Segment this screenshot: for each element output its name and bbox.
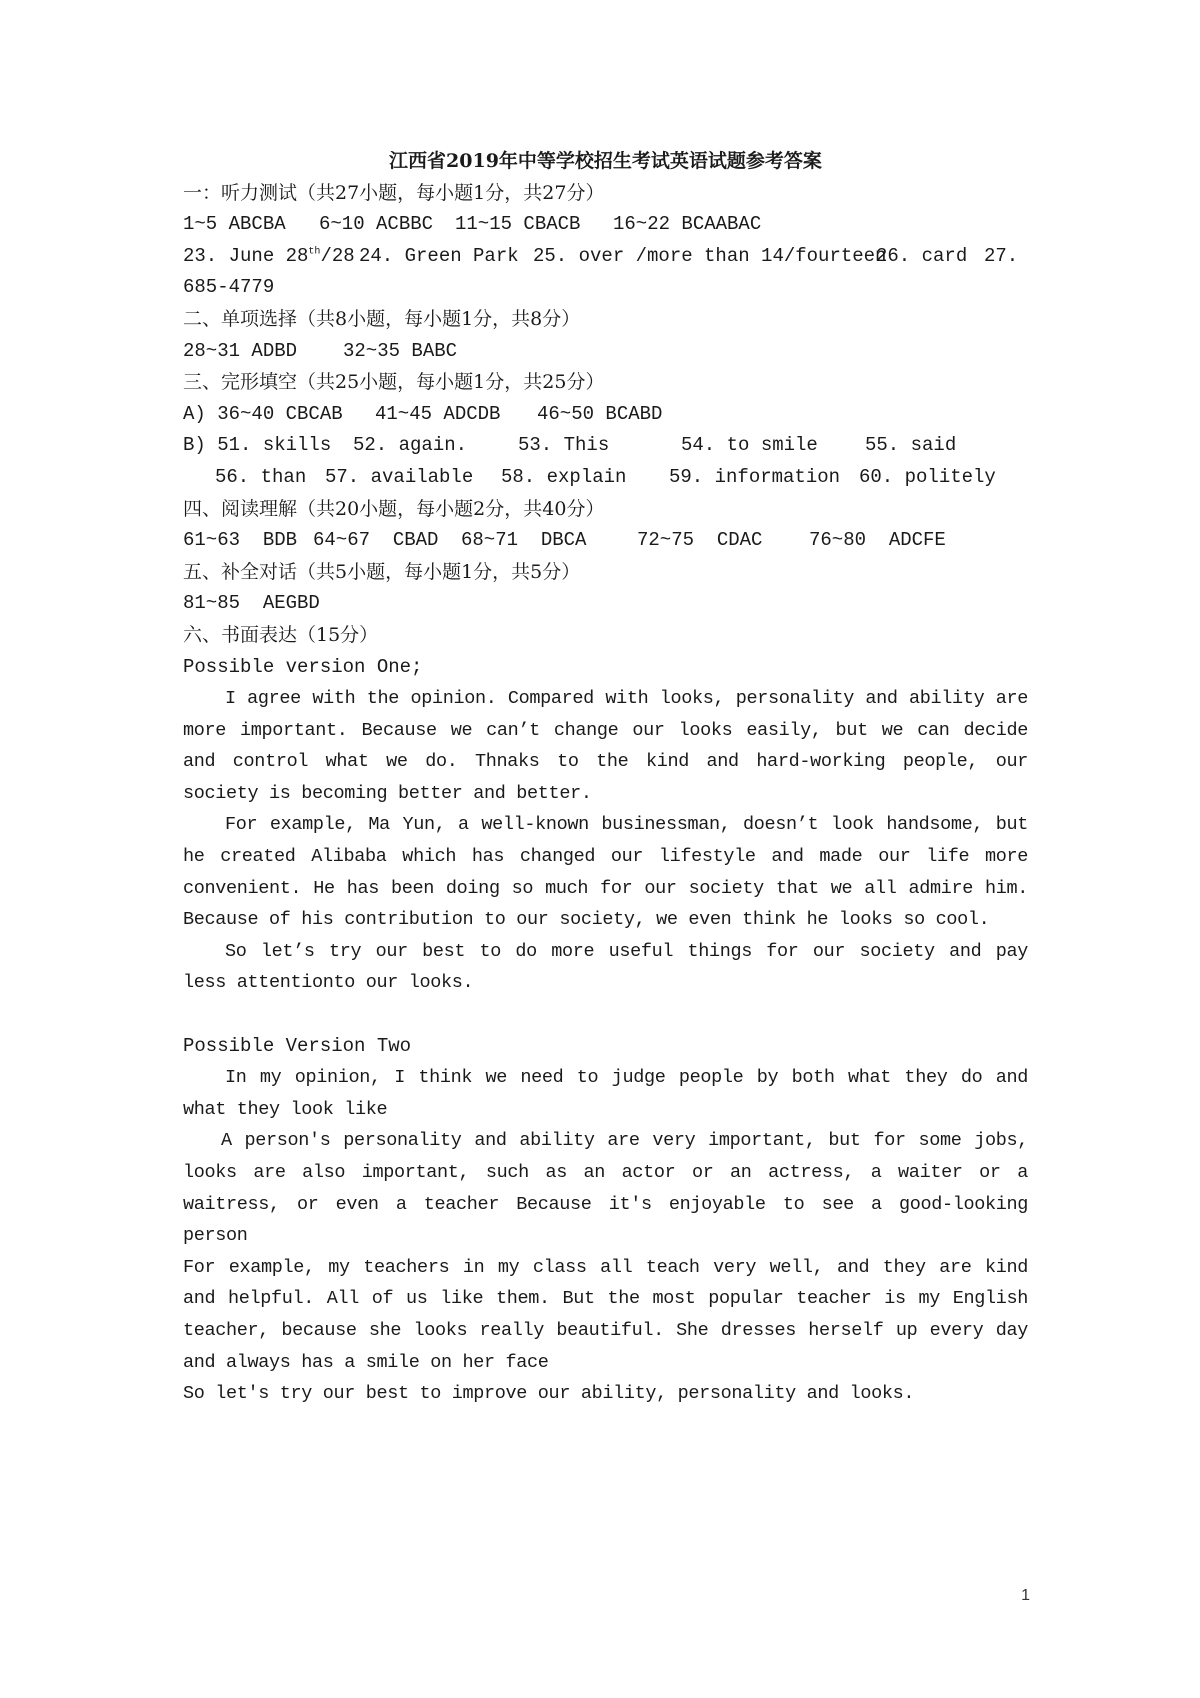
- version-one-label: Possible version One;: [183, 655, 423, 678]
- section-heading-dialogue: 五、补全对话（共5小题，每小题1分，共5分）: [183, 560, 581, 583]
- answer-group: 61~63 BDB: [183, 529, 298, 552]
- answer-item-25: 25. over /more than 14/fourteen: [533, 244, 887, 267]
- answer-row-listening-1: [183, 209, 1028, 241]
- answer-group: A) 36~40 CBCAB: [183, 402, 343, 425]
- answer-group: 52. again.: [353, 434, 468, 457]
- page-number: 1: [1021, 1587, 1030, 1604]
- version-two-paragraph-1: In my opinion, I think we need to judge people by both what they do and what they look like: [183, 1067, 1028, 1120]
- answer-group: 6~10 ACBBC: [319, 213, 434, 236]
- answer-group: 55. said: [865, 434, 957, 457]
- version-one-paragraph-3: So let’s try our best to do more useful things for our society and pay less attentionto our looks.: [183, 940, 1028, 994]
- answer-row-dialogue: 81~85 AEGBD: [183, 592, 320, 615]
- section-heading-listening: 一：听力测试（共27小题，每小题1分，共27分）: [183, 181, 605, 204]
- version-one-paragraph-1: I agree with the opinion. Compared with looks, personality and ability are more important. Because we can’t change our looks easily, but we can decide and control what we do. Thnaks to the kind and hard-working people, our society is becoming better and better.: [183, 688, 1028, 804]
- version-two-paragraph-4: So let's try our best to improve our ability, personality and looks.: [183, 1383, 915, 1405]
- answer-row-cloze-b2: [183, 462, 1028, 494]
- answer-group: 76~80 ADCFE: [809, 529, 946, 552]
- answer-23-sup: th: [308, 246, 321, 258]
- answer-item-26: 26. card: [876, 244, 968, 267]
- answer-item-27: 27.: [984, 244, 1019, 267]
- answer-row-cloze-a: [183, 399, 1028, 431]
- version-two-paragraph-3: For example, my teachers in my class all teach very well, and they are kind and helpful. All of us like them. But the most popular teacher is my English teacher, because she looks really beautiful. She dresses herself up every day and always has a smile on her face: [183, 1256, 1028, 1373]
- answer-group: 64~67 CBAD: [313, 529, 439, 552]
- answer-group: 59. information: [669, 465, 841, 488]
- version-one-paragraph-2: For example, Ma Yun, a well-known businessman, doesn’t look handsome, but he created Alibaba which has changed our lifestyle and made our life more convenient. He has been doing so much for our society that we all admire him. Because of his contribution to our society, we even think he looks so cool.: [183, 814, 1028, 931]
- answer-group: 53. This: [518, 434, 610, 457]
- answer-group: 54. to smile: [681, 434, 818, 457]
- answer-item-23: [183, 241, 359, 273]
- answer-group: 56. than: [215, 465, 307, 488]
- answer-group: 57. available: [325, 465, 474, 488]
- answer-group: B) 51. skills: [183, 434, 332, 457]
- answer-group: 11~15 CBACB: [455, 213, 581, 236]
- answer-group: 58. explain: [501, 465, 627, 488]
- answer-row-reading: [183, 525, 1028, 557]
- answer-group: 32~35 BABC: [343, 339, 458, 362]
- answer-group: 72~75 CDAC: [637, 529, 763, 552]
- answer-group: 28~31 ADBD: [183, 339, 298, 362]
- answer-group: 16~22 BCAABAC: [613, 213, 762, 236]
- section-heading-cloze: 三、完形填空（共25小题，每小题1分，共25分）: [183, 371, 605, 394]
- answer-item-27-cont: 685-4779: [183, 276, 275, 299]
- answer-23-tail: /28: [320, 244, 355, 267]
- section-heading-reading: 四、阅读理解（共20小题，每小题2分，共40分）: [183, 497, 605, 520]
- page-title: 江西省2019年中等学校招生考试英语试题参考答案: [389, 150, 822, 172]
- section-heading-writing: 六、书面表达（15分）: [183, 623, 379, 646]
- version-two-label: Possible Version Two: [183, 1034, 412, 1057]
- answer-group: 68~71 DBCA: [461, 529, 587, 552]
- answer-row-single-choice: [183, 336, 1028, 368]
- version-two-paragraph-2: A person's personality and ability are very important, but for some jobs, looks are also important, such as an actor or an actress, a waiter or a waitress, or even a teacher Because it's enjoyable to see a good-looking person: [183, 1130, 1028, 1247]
- answer-23-main: 23. June 28: [183, 244, 309, 267]
- answer-group: 46~50 BCABD: [537, 402, 663, 425]
- section-heading-single-choice: 二、单项选择（共8小题，每小题1分，共8分）: [183, 307, 581, 330]
- answer-group: 1~5 ABCBA: [183, 213, 286, 236]
- answer-item-24: 24. Green Park: [359, 244, 519, 267]
- spacer: [183, 999, 1028, 1031]
- answer-row-listening-2: [183, 241, 1028, 273]
- answer-row-cloze-b1: [183, 430, 1028, 462]
- answer-group: 41~45 ADCDB: [375, 402, 501, 425]
- answer-sheet-page: [183, 146, 1028, 1410]
- answer-group: 60. politely: [859, 465, 996, 488]
